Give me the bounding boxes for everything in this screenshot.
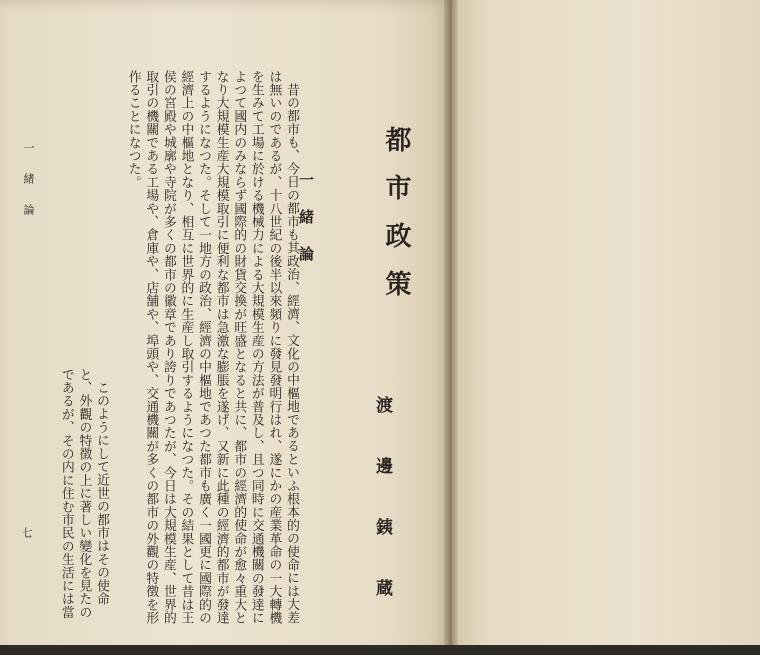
book-gutter <box>444 0 458 655</box>
background-strip <box>0 645 760 655</box>
right-page <box>452 0 760 655</box>
author-name: 渡邊銕蔵 <box>372 396 392 640</box>
running-header: 一緒論 <box>22 142 35 235</box>
body-text-main <box>112 70 300 630</box>
section-heading: 一緒論 <box>297 172 315 283</box>
chapter-title: 都市政策 <box>381 126 411 318</box>
page-number: 七 <box>20 527 33 538</box>
body-text-lower <box>58 368 110 630</box>
paragraph-2: このようにして近世の都市はその使命と、外觀の特徴の上に著しい變化を見たのであるが、その内に住む市民の生活には當 <box>58 368 109 619</box>
paragraph-1: 昔の都市も、今日の都市も其政治、經濟、文化の中樞地であるといふ根本的の使命には大差は無いのであるが、十八世紀の後半以來頻りに發見發明行はれ、遂にかの産業革命の一大轉機を生みて工場に於ける機械力による大規模生産の方法が普及し、且つ同時に交通機關の發達によつて國内のみならず國際的の財貨交換が旺盛となると共に、都市の經濟的使命が愈々重大となり大規模生産大規模取引に便利な都市は急激な膨脹を遂げ、又新に此種の經濟的都市が發達するようになつた。そして一地方の政治、經濟の中樞地であつた都市も廣く一國更に國際的の經濟上の中樞地となり、相互に世界的に生産し取引するようになつた。その結果として昔は王侯の宮殿や城廓や寺院が多くの都市の徽章であり誇りであつたが、今日は大規模生産、世界的取引の機關である工場や、倉庫や、店舗や、埠頭や、交通機關が多くの都市の外觀の特徴を形作ることになつた。 <box>125 70 299 625</box>
